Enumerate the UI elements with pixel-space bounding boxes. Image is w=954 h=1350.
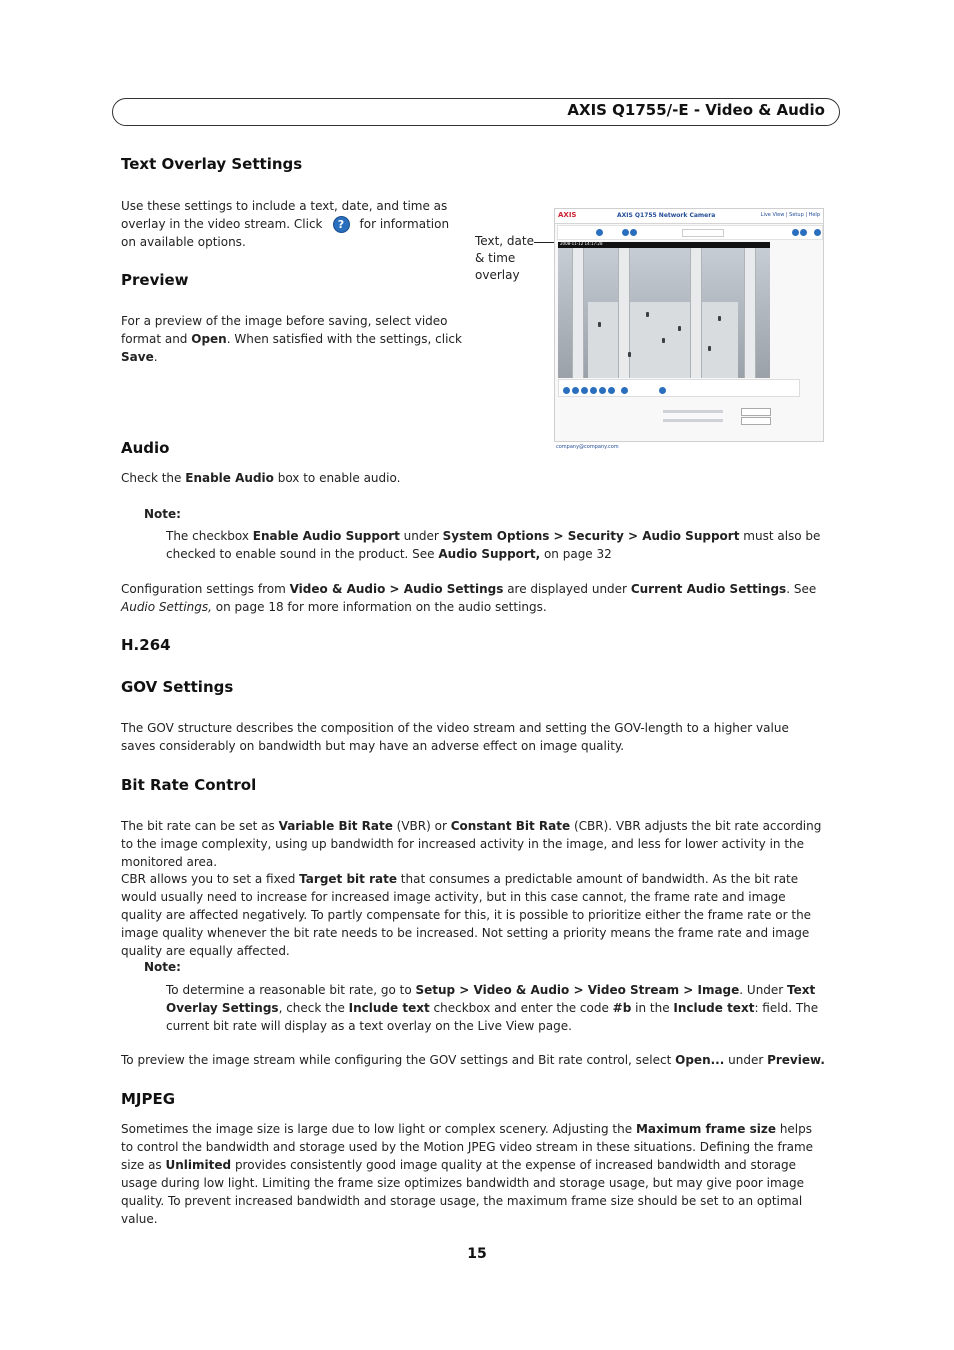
audio-config-text: Configuration settings from Video & Audio > Audio Settings are displayed under Current Audio Settings. See Audio Settings, on page 18 for more information on the audio settings. — [121, 582, 817, 614]
control-circle-icon — [621, 387, 628, 394]
callout-label: Text, date & time overlay — [475, 234, 534, 282]
control-circle-icon — [581, 387, 588, 394]
video-pillar — [572, 248, 584, 378]
screenshot-topbar — [555, 209, 823, 224]
video-person — [598, 322, 601, 327]
video-pillar — [744, 248, 756, 378]
toolbar-circle-icon — [630, 229, 637, 236]
mjpeg-heading: MJPEG — [121, 1090, 176, 1108]
control-circle-icon — [608, 387, 615, 394]
control-circle-icon — [599, 387, 606, 394]
video-overlay-strip — [558, 242, 770, 248]
bitrate-preview-line: To preview the image stream while configuring the GOV settings and Bit rate control, select Open... under Preview. — [121, 1053, 825, 1067]
header-title: AXIS Q1755/-E - Video & Audio — [567, 101, 825, 119]
screenshot-zoom-focus — [633, 407, 773, 427]
video-person — [718, 316, 721, 321]
bitrate-p1: The bit rate can be set as Variable Bit Rate (VBR) or Constant Bit Rate (CBR). VBR adjusts the bit rate according to the image complexity, using up bandwidth for increased activity in the image, and less for lower activity in the monitored area. — [121, 819, 822, 869]
toolbar-circle-icon — [814, 229, 821, 236]
screenshot-controls — [558, 379, 800, 397]
text-overlay-intro: Use these settings to include a text, date, and time as overlay in the video stream. Click ? for information on available options. — [121, 199, 450, 249]
video-person — [708, 346, 711, 351]
preview-heading: Preview — [121, 271, 189, 289]
control-circle-icon — [572, 387, 579, 394]
video-person — [662, 338, 665, 343]
video-person — [646, 312, 649, 317]
gov-text: The GOV structure describes the composition of the video stream and setting the GOV-length to a higher value saves considerably on bandwidth but may have an adverse effect on image quality. — [121, 721, 789, 753]
camera-screenshot — [554, 208, 824, 442]
audio-note-text: The checkbox Enable Audio Support under System Options > Security > Audio Support must also be checked to enable sound in the product. See Audio Support, on page 32 — [166, 529, 821, 561]
video-overlay-text: 2008-11-12 14:17:28 — [560, 242, 603, 246]
control-circle-icon — [659, 387, 666, 394]
screenshot-links: Live View | Setup | Help — [760, 212, 820, 218]
bitrate-note-label: Note: — [144, 960, 181, 974]
screenshot-toolbar — [557, 225, 823, 240]
toolbar-circle-icon — [800, 229, 807, 236]
audio-note-label: Note: — [144, 507, 181, 521]
toolbar-circle-icon — [622, 229, 629, 236]
screenshot-title: AXIS Q1755 Network Camera — [617, 212, 716, 219]
video-pillar — [690, 248, 702, 378]
audio-heading: Audio — [121, 439, 170, 457]
mjpeg-text: Sometimes the image size is large due to low light or complex scenery. Adjusting the Maximum frame size helps to control the bandwidth and storage used by the Motion JPEG video stream in these situations. Defining the frame size as Unlimited provides consistently good image quality at the expense of increased bandwidth and storage usage during low light. Limiting the frame size optimizes bandwidth and storage usage, but may give poor image quality. To prevent increased bandwidth and storage usage, the maximum frame size should be set to an optimal value. — [121, 1122, 814, 1226]
bitrate-heading: Bit Rate Control — [121, 776, 257, 794]
help-icon[interactable]: ? — [333, 216, 350, 233]
preview-text: For a preview of the image before saving, select video format and Open. When satisfied with the settings, click Save. — [121, 314, 462, 364]
callout-line — [534, 242, 555, 243]
bitrate-p2: CBR allows you to set a fixed Target bit rate that consumes a predictable amount of bandwidth. As the bit rate would usually need to increase for increased image activity, but in this case cannot, the frame rate and image quality are affected negatively. To partly compensate for this, it is possible to prioritize either the frame rate or the image quality whenever the bit rate needs to be increased. Not setting a priority means the frame rate and image quality are equally affected. — [121, 872, 812, 958]
page-number: 15 — [467, 1246, 487, 1262]
bitrate-note-text: To determine a reasonable bit rate, go to Setup > Video & Audio > Video Stream > Image. Under Text Overlay Settings, check the Include text checkbox and enter the code #b in the Include text: field. The current bit rate will display as a text overlay on the Live View page. — [166, 983, 819, 1033]
axis-logo: AXIS — [558, 211, 577, 219]
video-pillar — [618, 248, 630, 378]
gov-heading: GOV Settings — [121, 678, 234, 696]
toolbar-field — [682, 229, 724, 237]
video-frame — [558, 242, 770, 378]
control-circle-icon — [563, 387, 570, 394]
video-person — [678, 326, 681, 331]
video-person — [628, 352, 631, 357]
toolbar-circle-icon — [596, 229, 603, 236]
screenshot-email: company@company.com — [556, 444, 619, 450]
header-bar — [112, 98, 840, 126]
text-overlay-heading: Text Overlay Settings — [121, 155, 303, 173]
ctrl-panel-mini-button — [741, 417, 771, 425]
control-circle-icon — [590, 387, 597, 394]
audio-text: Check the Enable Audio box to enable audio. — [121, 471, 401, 485]
toolbar-circle-icon — [792, 229, 799, 236]
home-mini-button — [741, 408, 771, 416]
focus-slider — [663, 419, 723, 422]
h264-heading: H.264 — [121, 636, 171, 654]
zoom-slider — [663, 410, 723, 413]
